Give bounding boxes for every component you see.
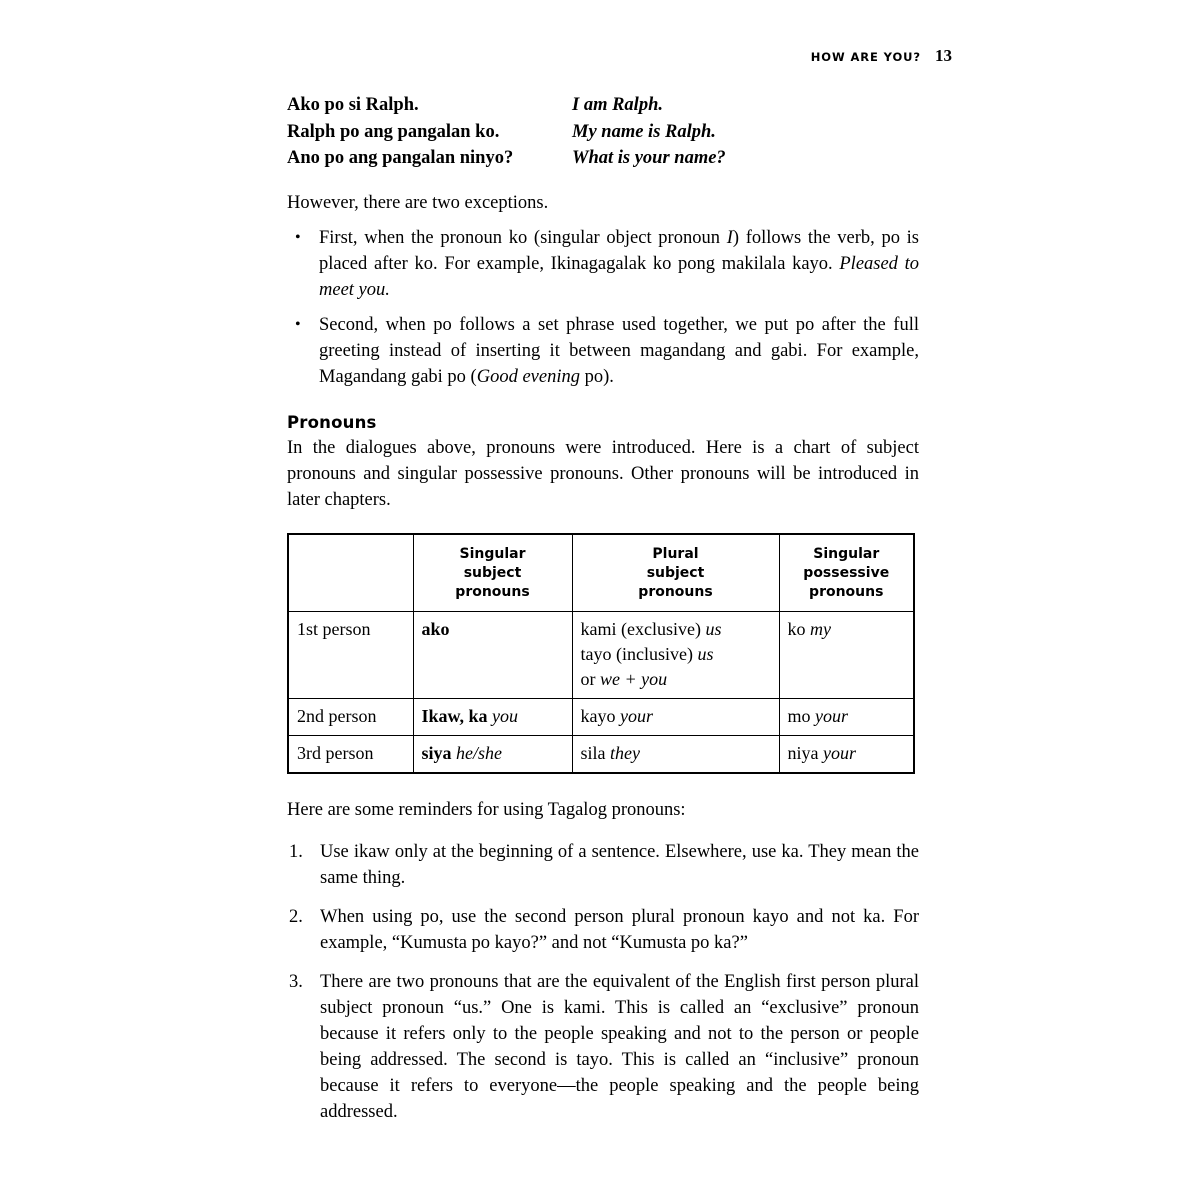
page-content	[287, 92, 919, 1125]
cell-plural-subject	[572, 698, 779, 735]
cell-singular-possessive	[779, 735, 914, 773]
pronoun-gloss: my	[810, 618, 831, 639]
dialogue-row	[287, 92, 919, 119]
pronoun-term: kami (exclusive)	[580, 618, 706, 639]
plain-text: ) follows the verb, po is placed after ko. For example, Ikinagagalak ko pong makilala kayo.	[319, 227, 919, 274]
table-corner-cell	[288, 534, 413, 612]
header-line: Singular	[459, 545, 526, 562]
reminder-item	[287, 839, 919, 891]
exception-text	[319, 228, 919, 300]
pronoun-gloss: us	[705, 618, 722, 639]
header-line: pronouns	[455, 583, 530, 600]
pronoun-gloss: he/she	[456, 742, 502, 763]
reminder-text: When using po, use the second person plural pronoun kayo and not ka. For example, “Kumusta po kayo?” and not “Kumusta po ka?”	[320, 906, 919, 953]
pronoun-table-wrapper	[287, 533, 913, 774]
dialogue-english: My name is Ralph.	[572, 121, 716, 142]
reminder-number: 3.	[289, 971, 303, 992]
pronoun-gloss: your	[823, 742, 856, 763]
bullet-icon: •	[295, 315, 301, 333]
pronoun-term: or	[580, 668, 600, 689]
page-number: 13	[935, 46, 952, 65]
exception-item	[287, 225, 919, 303]
table-row	[288, 698, 914, 735]
header-line: subject	[463, 564, 522, 581]
cell-plural-subject	[572, 735, 779, 773]
pronoun-term: siya	[421, 742, 457, 763]
header-line: possessive	[803, 564, 890, 581]
header-line: Plural	[652, 545, 699, 562]
dialogue-row	[287, 119, 919, 146]
pronoun-term: tayo (inclusive)	[580, 643, 698, 664]
reminder-number: 2.	[289, 906, 303, 927]
reminders-list	[287, 839, 919, 1125]
pronoun-term: sila	[580, 742, 610, 763]
plain-text: First, when the pronoun ko (singular object pronoun	[319, 227, 727, 248]
plain-text: po).	[580, 366, 614, 387]
header-line: pronouns	[809, 583, 884, 600]
pronoun-gloss: your	[620, 705, 653, 726]
pronouns-heading: Pronouns	[287, 412, 377, 432]
bullet-icon: •	[295, 228, 301, 246]
pronoun-gloss: your	[815, 705, 849, 726]
pronoun-term: ako	[421, 618, 450, 639]
reminder-item	[287, 904, 919, 956]
header-line: pronouns	[638, 583, 713, 600]
cell-singular-subject	[413, 735, 572, 773]
pronoun-table-head	[288, 534, 914, 612]
cell-person-label: 1st person	[288, 611, 413, 698]
pronoun-table	[287, 533, 915, 774]
cell-singular-subject	[413, 698, 572, 735]
emphasis-text: Good evening	[476, 366, 580, 387]
dialogue-english: I am Ralph.	[572, 95, 663, 115]
pronoun-table-body	[288, 611, 914, 773]
exceptions-intro: However, there are two exceptions.	[287, 192, 549, 213]
reminders-lead-in: Here are some reminders for using Tagalog pronouns:	[287, 799, 686, 820]
table-header-row	[288, 534, 914, 612]
dialogue-tagalog: Ralph po ang pangalan ko.	[287, 121, 500, 142]
pronoun-term: mo	[787, 705, 816, 726]
pronoun-gloss: us	[697, 643, 714, 664]
pronoun-term: niya	[787, 742, 823, 763]
running-head-title: HOW ARE YOU?	[810, 50, 921, 64]
pronoun-term: ko	[787, 618, 810, 639]
dialogue-block	[287, 92, 919, 172]
reminder-item	[287, 969, 919, 1125]
table-column-header	[779, 534, 914, 612]
dialogue-english: What is your name?	[572, 148, 726, 168]
dialogue-tagalog: Ano po ang pangalan ninyo?	[287, 148, 514, 168]
reminder-text: There are two pronouns that are the equivalent of the English first person plural subject pronoun “us.” One is kami. This is called an “exclusive” pronoun because it refers only to the people speaking and not to the person or people being addressed. The second is tayo. This is called an “inclusive” pronoun because it refers to everyone—the people speaking and the people being addressed.	[320, 971, 919, 1122]
exception-item	[287, 312, 919, 390]
emphasis-text: Pleased to meet you.	[319, 253, 920, 300]
table-row	[288, 611, 914, 698]
cell-singular-possessive	[779, 611, 914, 698]
table-column-header	[413, 534, 572, 612]
header-line: subject	[646, 564, 705, 581]
pronoun-gloss: they	[610, 742, 640, 763]
cell-singular-possessive	[779, 698, 914, 735]
exception-text	[319, 315, 919, 387]
plain-text: Second, when po follows a set phrase used together, we put po after the full greeting instead of inserting it between magandang and gabi. For example, Magandang gabi po (	[319, 314, 919, 387]
emphasis-text: I	[726, 227, 733, 248]
table-column-header	[572, 534, 779, 612]
reminder-text: Use ikaw only at the beginning of a sentence. Elsewhere, use ka. They mean the same thing.	[320, 841, 919, 888]
pronoun-term: Ikaw, ka	[421, 705, 493, 726]
running-head	[0, 46, 952, 66]
cell-plural-subject	[572, 611, 779, 698]
pronoun-gloss: we + you	[600, 668, 668, 689]
cell-singular-subject	[413, 611, 572, 698]
header-line: Singular	[813, 545, 880, 562]
pronouns-paragraph: In the dialogues above, pronouns were introduced. Here is a chart of subject pronouns and singular possessive pronouns. Other pronouns will be introduced in later chapters.	[287, 437, 919, 510]
cell-person-label: 3rd person	[288, 735, 413, 773]
pronoun-gloss: you	[492, 705, 519, 726]
table-row	[288, 735, 914, 773]
dialogue-row	[287, 145, 919, 172]
exceptions-list	[287, 225, 919, 390]
dialogue-tagalog: Ako po si Ralph.	[287, 95, 419, 115]
cell-person-label: 2nd person	[288, 698, 413, 735]
reminder-number: 1.	[289, 841, 303, 862]
pronoun-term: kayo	[580, 705, 620, 726]
